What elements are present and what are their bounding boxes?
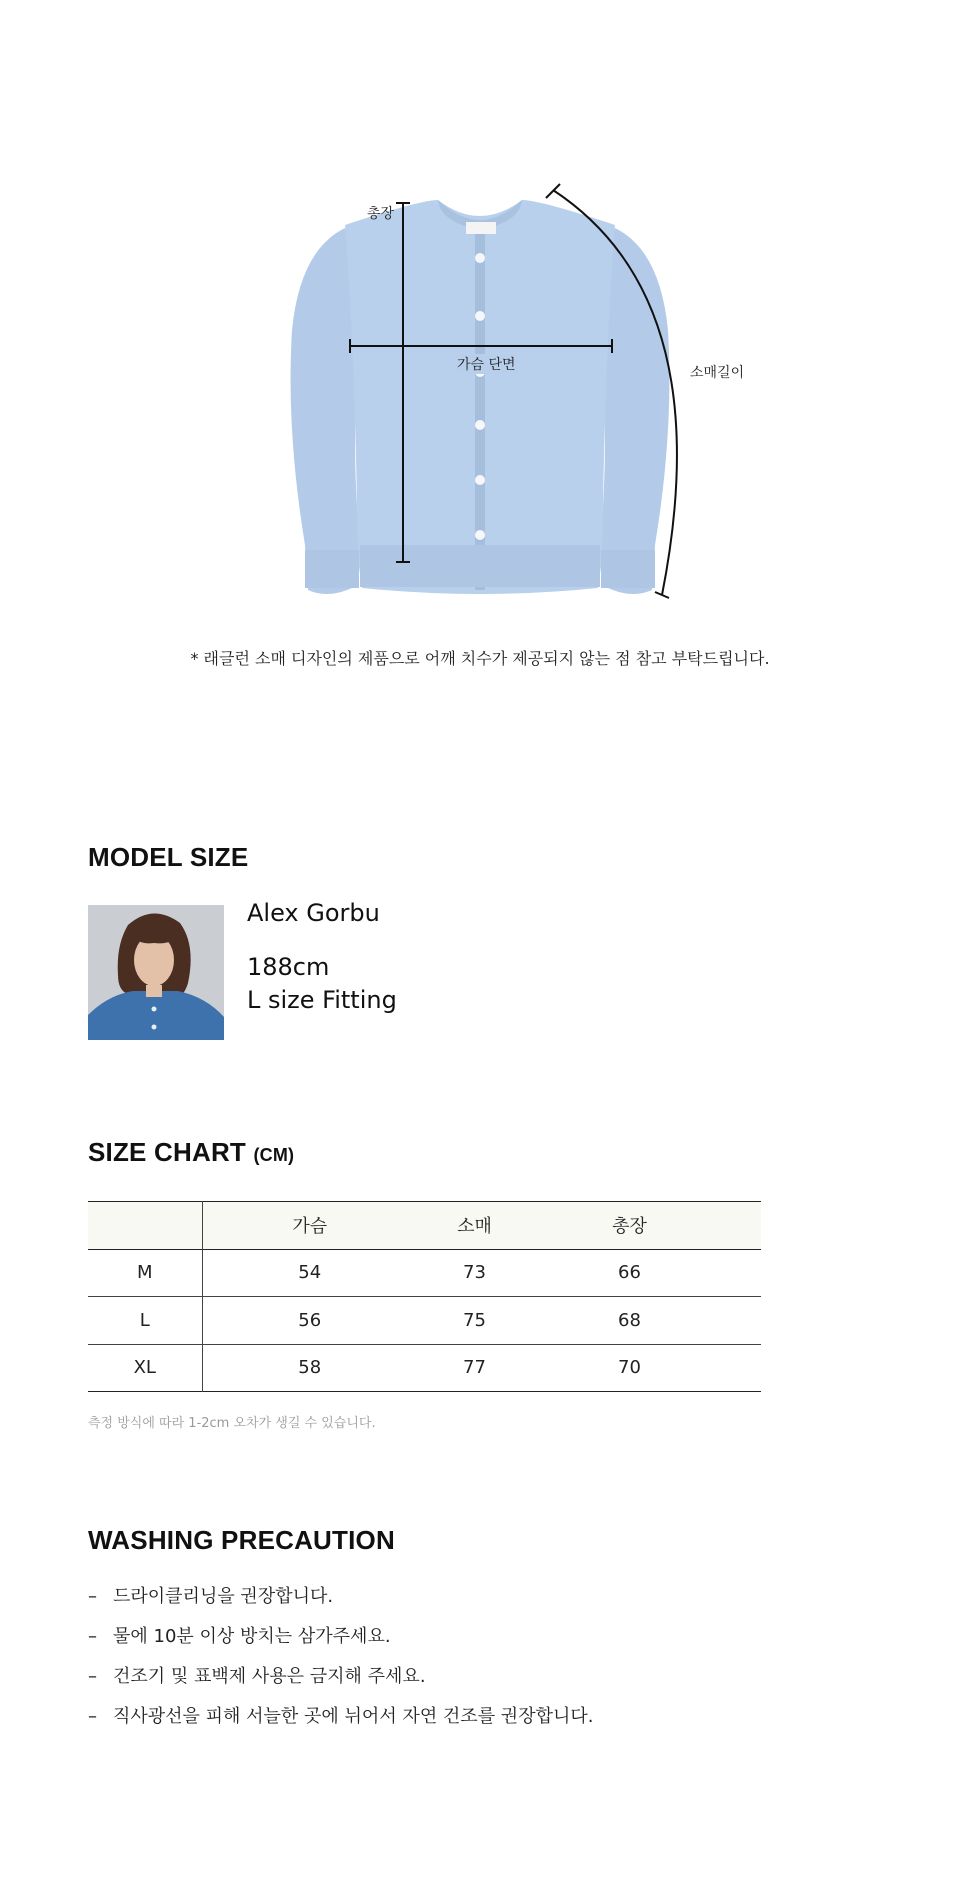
hem-rib	[360, 545, 600, 587]
header-cell-chest: 가슴	[292, 1216, 328, 1238]
size-chart-table	[88, 1201, 761, 1392]
size-chart-unit: (CM)	[253, 1145, 295, 1165]
left-cuff	[305, 550, 359, 588]
list-item	[88, 1702, 593, 1742]
header-cell-sleeve: 소매	[457, 1216, 492, 1238]
list-item	[88, 1582, 593, 1622]
sleeve-cell: 77	[463, 1357, 486, 1379]
dash-bullet: –	[88, 1706, 97, 1727]
sleeve-cell: 73	[463, 1262, 486, 1284]
dash-bullet: –	[88, 1586, 97, 1607]
size-chart-title	[88, 1137, 294, 1168]
model-photo	[88, 905, 224, 1040]
length-cell: 66	[618, 1262, 641, 1284]
model-height: 188cm	[247, 953, 330, 981]
list-item	[88, 1662, 593, 1702]
header-cell-length: 총장	[612, 1216, 647, 1238]
washing-item-text: 건조기 및 표백제 사용은 금지해 주세요.	[113, 1666, 426, 1687]
size-chart-title-text: SIZE CHART	[88, 1137, 246, 1167]
empty-cell	[727, 1297, 761, 1345]
header-cell-empty	[727, 1202, 761, 1250]
model-fit-size: L size Fitting	[247, 986, 397, 1014]
length-label: 총장	[367, 206, 395, 222]
empty-cell	[727, 1249, 761, 1297]
size-cell: L	[88, 1297, 202, 1345]
right-cuff	[601, 550, 655, 588]
cardigan-illustration	[0, 0, 960, 620]
length-cell: 68	[618, 1309, 641, 1331]
sleeve-cell: 75	[463, 1309, 486, 1331]
size-cell: XL	[88, 1344, 202, 1392]
sleeve-length-label: 소매길이	[690, 365, 745, 381]
length-cell: 70	[618, 1357, 641, 1379]
garment-measurement-diagram	[0, 0, 960, 620]
washing-item-text: 드라이클리닝을 권장합니다.	[113, 1586, 334, 1607]
table-row	[88, 1297, 761, 1345]
washing-item-text: 직사광선을 피해 서늘한 곳에 뉘어서 자연 건조를 권장합니다.	[113, 1706, 594, 1727]
dash-bullet: –	[88, 1626, 97, 1647]
empty-cell	[727, 1344, 761, 1392]
table-row	[88, 1344, 761, 1392]
list-item	[88, 1622, 593, 1662]
size-cell: M	[88, 1249, 202, 1297]
dash-bullet: –	[88, 1666, 97, 1687]
table-row	[88, 1249, 761, 1297]
header-cell-size	[88, 1202, 202, 1250]
washing-precaution-title: WASHING PRECAUTION	[88, 1525, 395, 1555]
chest-label: 가슴 단면	[455, 354, 518, 374]
table-header-row	[88, 1202, 761, 1250]
chest-cell: 54	[298, 1262, 322, 1284]
chest-cell: 56	[298, 1309, 322, 1331]
label-tag	[466, 222, 496, 234]
chest-cell: 58	[298, 1357, 322, 1379]
washing-item-text: 물에 10분 이상 방치는 삼가주세요.	[113, 1626, 391, 1647]
model-size-title: MODEL SIZE	[88, 842, 249, 872]
measurement-error-note: 측정 방식에 따라 1-2cm 오차가 생길 수 있습니다.	[88, 1416, 376, 1431]
model-name: Alex Gorbu	[247, 899, 380, 927]
model-portrait-image	[88, 905, 224, 1040]
washing-instructions-list	[88, 1582, 593, 1742]
raglan-note: * 래글런 소매 디자인의 제품으로 어깨 치수가 제공되지 않는 점 참고 부탁드립니다.	[190, 649, 770, 668]
